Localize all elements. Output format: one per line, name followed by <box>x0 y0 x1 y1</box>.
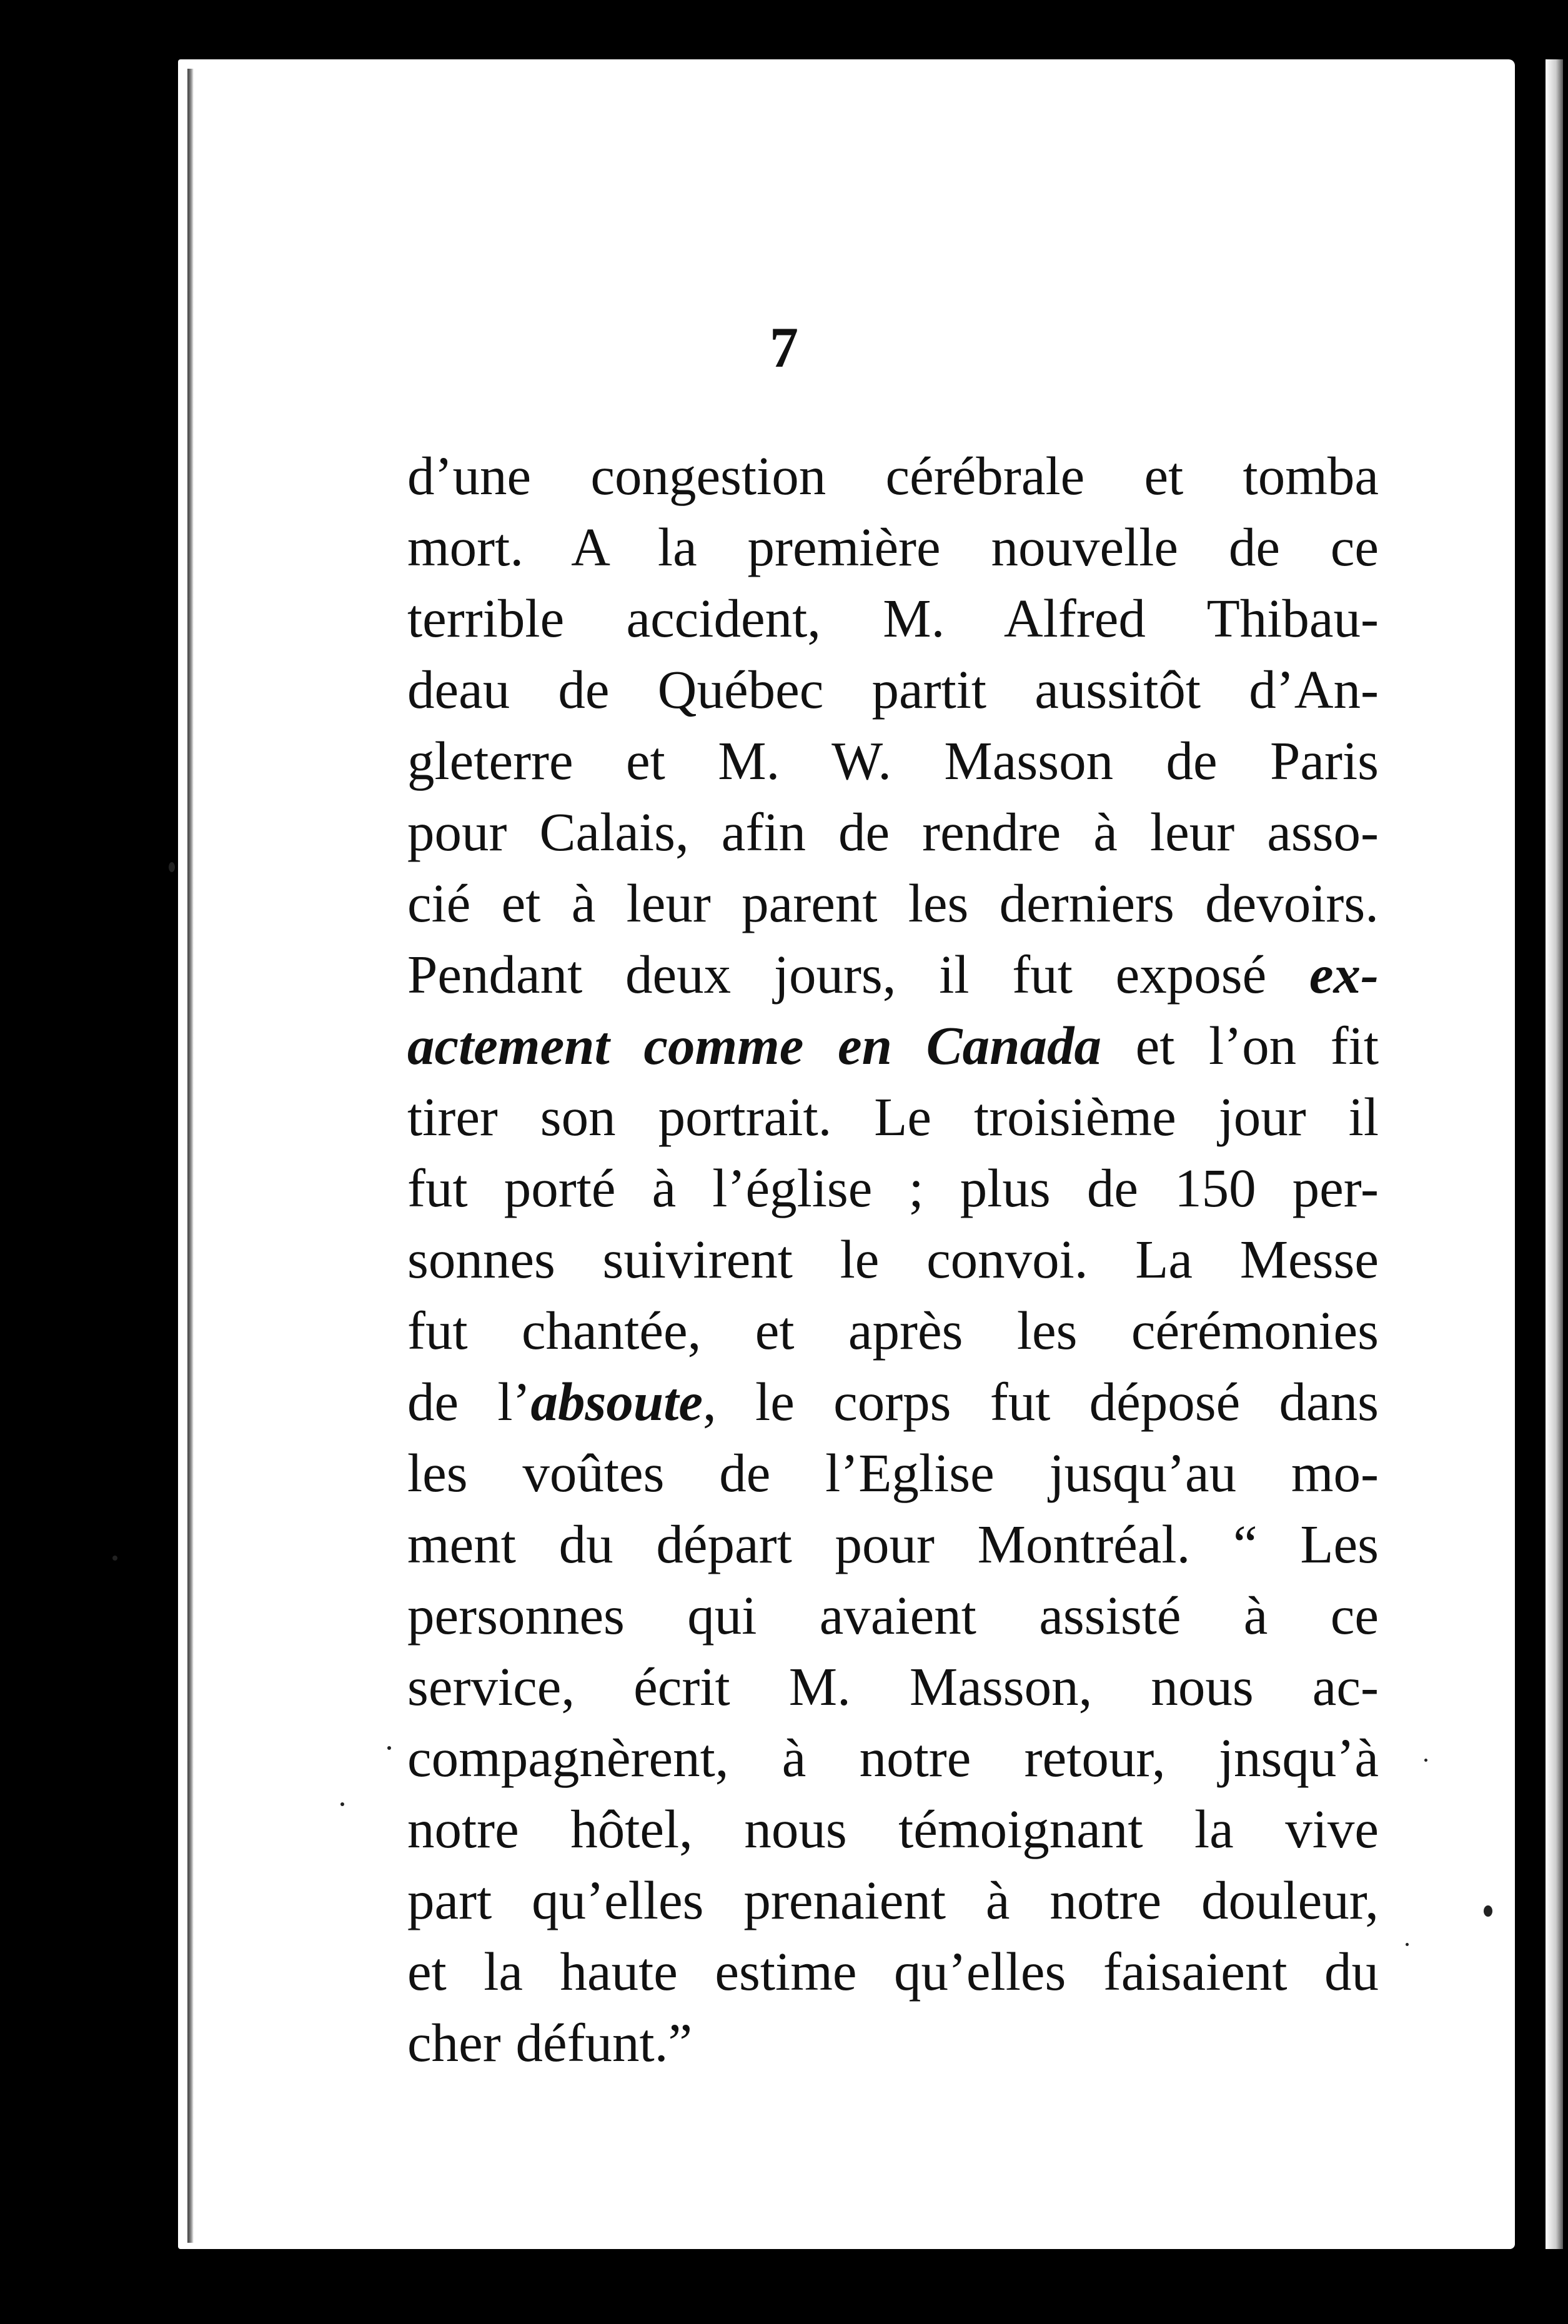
text-line <box>407 1580 1379 1651</box>
text-segment: pour Calais, afin de rendre à leur asso- <box>407 802 1379 862</box>
text-segment: compagnèrent, à notre retour, jnsqu’à <box>407 1727 1379 1788</box>
text-segment: deau de Québec partit aussitôt d’An- <box>407 659 1379 720</box>
text-line <box>407 1366 1379 1438</box>
text-segment: d’une congestion cérébrale et tomba <box>407 445 1379 506</box>
text-line <box>407 583 1379 654</box>
binding-fold-line <box>187 69 194 2243</box>
text-segment: fut chantée, et après les cérémonies <box>407 1300 1379 1361</box>
text-segment: cié et à leur parent les derniers devoirs. <box>407 873 1379 933</box>
body-text <box>407 440 1379 2078</box>
text-segment: de l’ <box>407 1371 531 1432</box>
text-line <box>407 1509 1379 1580</box>
text-segment: et l’on fit <box>1101 1015 1379 1076</box>
page-edge-shadow <box>1546 59 1563 2249</box>
text-line <box>407 1153 1379 1224</box>
text-line <box>407 1438 1379 1509</box>
text-line <box>407 1295 1379 1366</box>
text-line <box>407 1794 1379 1865</box>
text-line <box>407 797 1379 868</box>
text-segment: les voûtes de l’Eglise jusqu’au mo- <box>407 1443 1379 1503</box>
text-segment: personnes qui avaient assisté à ce <box>407 1585 1379 1646</box>
text-line <box>407 1936 1379 2007</box>
text-segment: fut porté à l’église ; plus de 150 per- <box>407 1158 1379 1218</box>
text-segment: ment du départ pour Montréal. “ Les <box>407 1514 1379 1574</box>
text-segment: sonnes suivirent le convoi. La Messe <box>407 1229 1379 1289</box>
italic-text: absoute <box>530 1371 703 1432</box>
text-line <box>407 1722 1379 1794</box>
text-line <box>407 512 1379 583</box>
page-number: 7 <box>770 315 798 379</box>
text-segment: terrible accident, M. Alfred Thibau- <box>407 588 1379 648</box>
text-segment: part qu’elles prenaient à notre douleur, <box>407 1870 1379 1930</box>
text-segment: , le corps fut déposé dans <box>703 1371 1379 1432</box>
text-segment: cher défunt.” <box>407 2012 693 2073</box>
text-line <box>407 1224 1379 1295</box>
text-segment: mort. A la première nouvelle de ce <box>407 517 1379 577</box>
text-line <box>407 725 1379 797</box>
text-line <box>407 1865 1379 1936</box>
text-line <box>407 868 1379 939</box>
text-segment: Pendant deux jours, il fut exposé <box>407 944 1309 1005</box>
text-line <box>407 440 1379 512</box>
text-line <box>407 1651 1379 1722</box>
text-line <box>407 2007 1379 2078</box>
text-segment: tirer son portrait. Le troisième jour il <box>407 1086 1379 1147</box>
text-line <box>407 939 1379 1010</box>
text-segment: service, écrit M. Masson, nous ac- <box>407 1656 1379 1717</box>
italic-text: actement comme en Canada <box>407 1015 1101 1076</box>
text-line <box>407 1081 1379 1153</box>
text-segment: et la haute estime qu’elles faisaient du <box>407 1941 1379 2002</box>
text-line <box>407 1010 1379 1081</box>
text-line <box>407 654 1379 725</box>
italic-text: ex- <box>1309 944 1379 1005</box>
text-segment: gleterre et M. W. Masson de Paris <box>407 730 1379 791</box>
text-segment: notre hôtel, nous témoignant la vive <box>407 1799 1379 1859</box>
